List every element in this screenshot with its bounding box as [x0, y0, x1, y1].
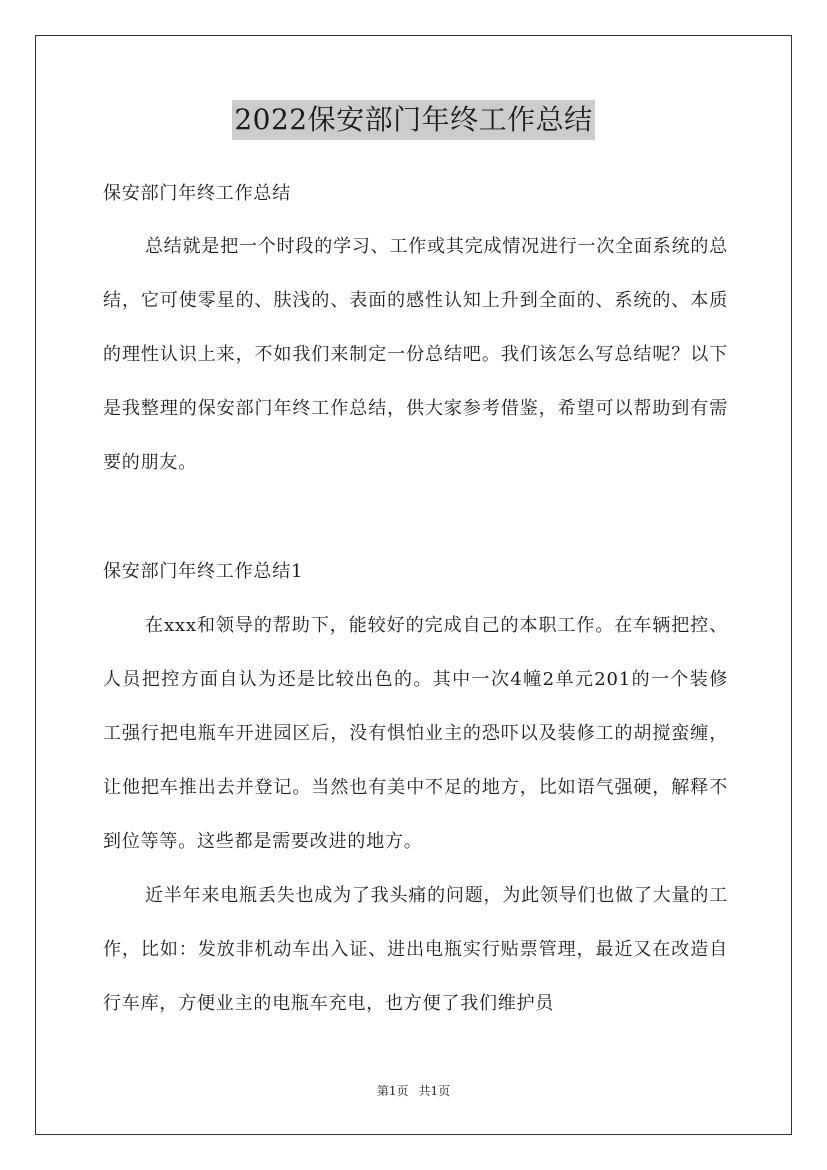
title-container [0, 100, 827, 140]
section1-heading: 保安部门年终工作总结1 [103, 561, 304, 582]
page-number: 第1页 [376, 1084, 409, 1098]
intro-heading: 保安部门年终工作总结 [103, 183, 291, 204]
document-title: 2022保安部门年终工作总结 [232, 100, 594, 140]
section1-paragraph-1: 在xxx和领导的帮助下，能较好的完成自己的本职工作。在车辆把控、人员把控方面自认为还是比较出色的。其中一次4幢2单元201的一个装修工强行把电瓶车开进园区后，没有惧怕业主的恐吓以及装修工的胡搅蛮缠，让他把车推出去并登记。当然也有美中不足的地方，比如语气强硬，解释不到位等等。这些都是需要改进的地方。 [103, 615, 728, 852]
intro-paragraph: 总结就是把一个时段的学习、工作或其完成情况进行一次全面系统的总结，它可使零星的、肤浅的、表面的感性认知上升到全面的、系统的、本质的理性认识上来，不如我们来制定一份总结吧。我们该怎么写总结呢？以下是我整理的保安部门年终工作总结，供大家参考借鉴，希望可以帮助到有需要的朋友。 [103, 236, 728, 473]
intro-section [103, 220, 728, 490]
section1-paragraph-2: 近半年来电瓶丢失也成为了我头痛的问题，为此领导们也做了大量的工作，比如：发放非机动车出入证、进出电瓶实行贴票管理，最近又在改造自行车库，方便业主的电瓶车充电，也方便了我们维护员 [103, 885, 728, 1014]
page-footer [0, 1082, 827, 1099]
page-count: 共1页 [418, 1084, 451, 1098]
section1-body [103, 599, 728, 1031]
